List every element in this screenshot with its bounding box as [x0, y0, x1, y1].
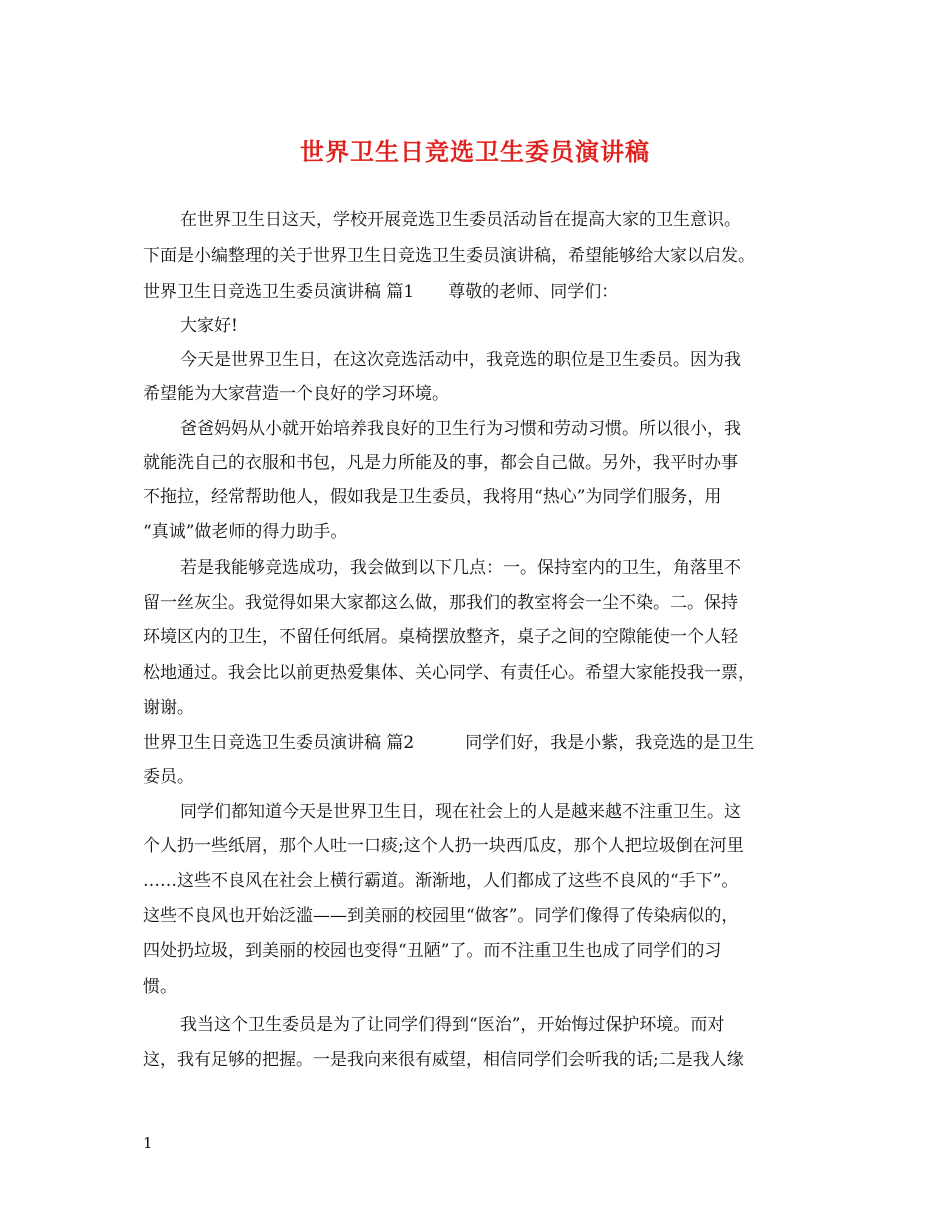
paragraph-line: 不拖拉，经常帮助他人，假如我是卫生委员，我将用“热心”为同学们服务，用 [143, 487, 722, 507]
paragraph-line: 惯。 [143, 977, 177, 997]
paragraph-line: 这，我有足够的把握。一是我向来很有威望，相信同学们会听我的话;二是我人缘 [143, 1050, 744, 1070]
page-number: 1 [143, 1134, 153, 1152]
paragraph-line: 委员。 [143, 767, 194, 787]
paragraph-line: 若是我能够竞选成功，我会做到以下几点：一。保持室内的卫生，角落里不 [180, 558, 741, 578]
paragraph-line: 就能洗自己的衣服和书包，凡是力所能及的事，都会自己做。另外，我平时办事 [143, 453, 738, 473]
paragraph-line: 松地通过。我会比以前更热爱集体、关心同学、有责任心。希望大家能投我一票， [143, 663, 755, 683]
paragraph-line: 同学们都知道今天是世界卫生日，现在社会上的人是越来越不注重卫生。这 [180, 802, 741, 822]
paragraph-line: 下面是小编整理的关于世界卫生日竞选卫生委员演讲稿，希望能够给大家以启发。 [143, 246, 755, 266]
paragraph-line: “真诚”做老师的得力助手。 [143, 522, 348, 542]
paragraph-line: 这些不良风也开始泛滥——到美丽的校园里“做客”。同学们像得了传染病似的， [143, 906, 739, 926]
paragraph-line: ……这些不良风在社会上横行霸道。渐渐地，人们都成了这些不良风的“手下”。 [143, 871, 739, 891]
paragraph-line: 个人扔一些纸屑，那个人吐一口痰;这个人扔一块西瓜皮，那个人把垃圾倒在河里 [143, 836, 744, 856]
paragraph-line: 留一丝灰尘。我觉得如果大家都这么做，那我们的教室将会一尘不染。二。保持 [143, 593, 738, 613]
paragraph-line: 谢谢。 [143, 698, 194, 718]
document-title: 世界卫生日竞选卫生委员演讲稿 [300, 137, 650, 166]
paragraph-line: 爸爸妈妈从小就开始培养我良好的卫生行为习惯和劳动习惯。所以很小，我 [180, 419, 741, 439]
paragraph-line: 大家好! [180, 316, 238, 336]
section-heading-line: 世界卫生日竞选卫生委员演讲稿 篇1 尊敬的老师、同学们： [143, 282, 619, 302]
paragraph-line: 四处扔垃圾，到美丽的校园也变得“丑陋”了。而不注重卫生也成了同学们的习 [143, 941, 722, 961]
paragraph-line: 希望能为大家营造一个良好的学习环境。 [143, 384, 449, 404]
paragraph-line: 我当这个卫生委员是为了让同学们得到“医治”，开始悔过保护环境。而对 [180, 1015, 725, 1035]
section-heading-line: 世界卫生日竞选卫生委员演讲稿 篇2 同学们好，我是小紫，我竞选的是卫生 [143, 733, 755, 753]
paragraph-line: 在世界卫生日这天，学校开展竞选卫生委员活动旨在提高大家的卫生意识。 [180, 210, 741, 230]
paragraph-line: 今天是世界卫生日，在这次竞选活动中，我竞选的职位是卫生委员。因为我 [180, 350, 741, 370]
paragraph-line: 环境区内的卫生，不留任何纸屑。桌椅摆放整齐，桌子之间的空隙能使一个人轻 [143, 627, 738, 647]
